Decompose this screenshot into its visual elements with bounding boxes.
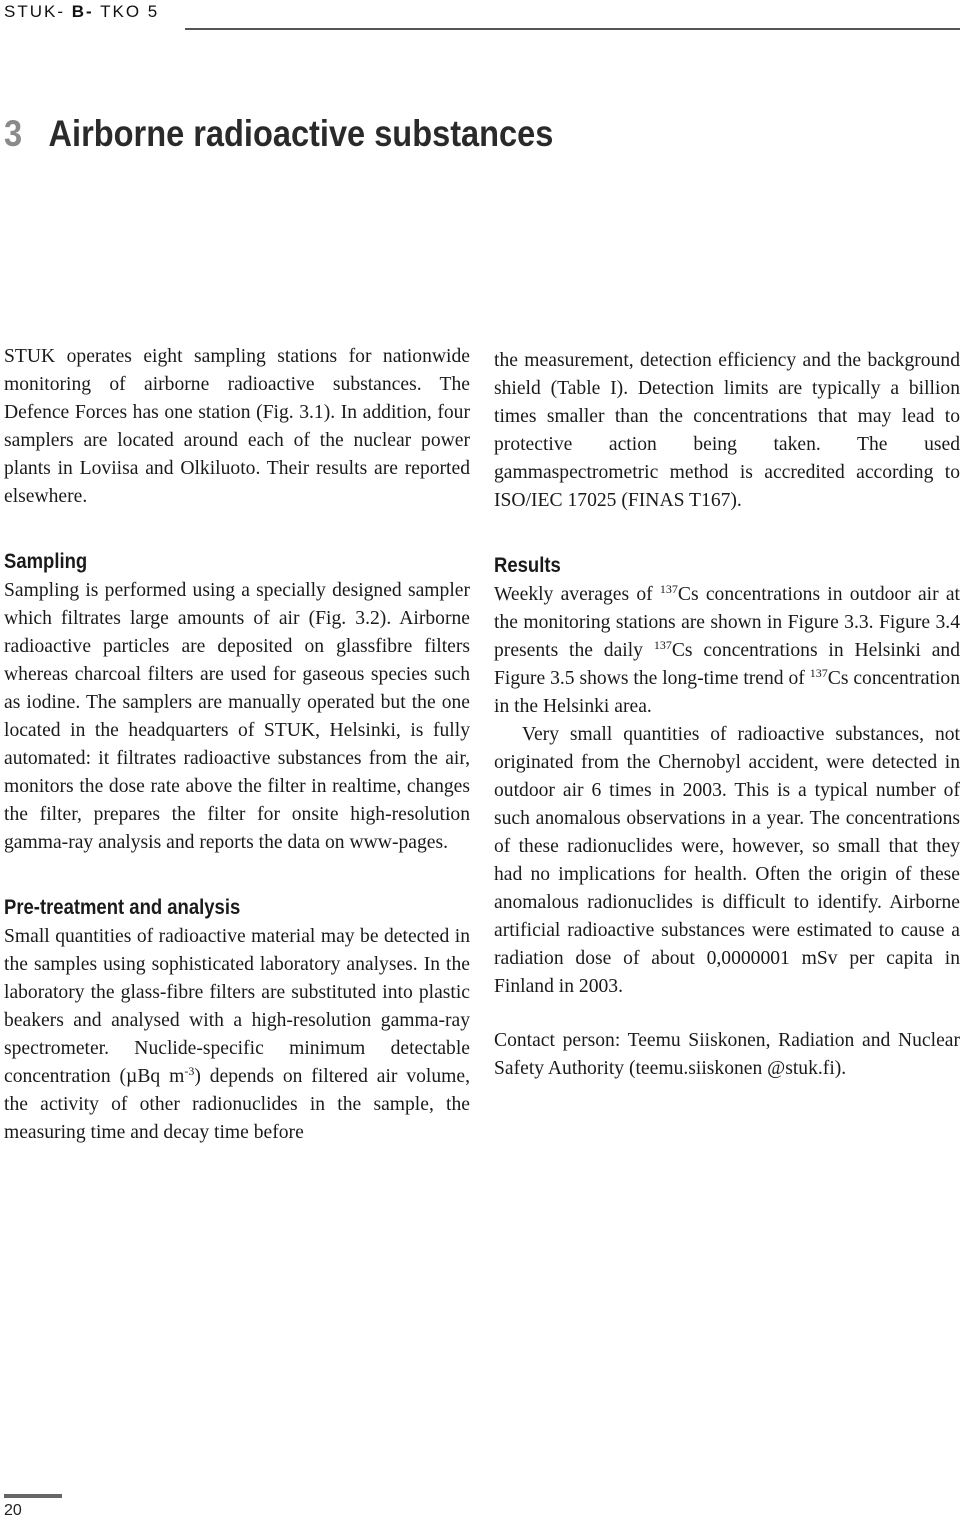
header-rule	[185, 28, 960, 30]
pretreatment-superscript: -3	[184, 1064, 195, 1078]
results-text-1: Weekly averages of	[494, 584, 660, 605]
sampling-heading: Sampling	[4, 550, 88, 573]
pretreatment-text-b: ) depends on filtered air volume, the activity of other radionuclides in the sample, the measuring time and decay time before	[4, 1066, 470, 1143]
results-text-3: Cs concentrations in Helsinki and Figure 3.5 shows the long-time trend of	[494, 640, 960, 689]
intro-paragraph: STUK operates eight sampling stations for nationwide monitoring of airborne radioactive substances. The Defence Forces has one station (Fig. 3.1). In addition, four samplers are located around each of the nuclear power plants in Loviisa and Olkiluoto. Their results are reported elsewhere.	[4, 346, 470, 507]
contact-paragraph: Contact person: Teemu Siiskonen, Radiation and Nuclear Safety Authority (teemu.siiskonen @stuk.fi).	[494, 1030, 960, 1079]
series-part-a: STUK-	[4, 2, 65, 21]
series-part-c: TKO 5	[100, 2, 160, 21]
chapter-number: 3	[4, 112, 23, 154]
anomalies-paragraph: Very small quantities of radioactive substances, not originated from the Chernobyl accident, were detected in outdoor air 6 times in 2003. This is a typical number of such anomalous observations in a year. The concentrations of these radionuclides were, however, so small that they had no implications for health. Often the origin of these anomalous radionuclides is difficult to identify. Airborne artificial radioactive substances were estimated to cause a radiation dose of about 0,0000001 mSv per capita in Finland in 2003.	[494, 724, 960, 997]
page-number: 20	[4, 1502, 22, 1519]
sampling-paragraph: Sampling is performed using a specially designed sampler which filtrates large amounts of air (Fig. 3.2). Airborne radioactive particles are deposited on glassfibre filters whereas charcoal filters are used for gaseous species such as iodine. The samplers are manually operated but the one located in the headquarters of STUK, Helsinki, is fully automated: it filtrates radioactive substances from the air, monitors the dose rate above the filter in realtime, changes the filter, prepares the filter for onsite high-resolution gamma-ray analysis and reports the data on www-pages.	[4, 580, 470, 853]
chapter-title	[4, 113, 553, 155]
left-column	[4, 343, 470, 1147]
results-superscript-1: 137	[659, 582, 678, 596]
pretreatment-paragraph	[4, 923, 470, 1147]
results-superscript-2: 137	[653, 638, 672, 652]
series-label	[4, 2, 159, 22]
results-heading: Results	[494, 554, 561, 577]
results-text-2: Cs concentrations in outdoor air at the monitoring stations are shown in Figure 3.3. Figure 3.4 presents the daily	[494, 584, 960, 661]
results-superscript-3: 137	[809, 666, 828, 680]
series-part-b: B-	[71, 2, 94, 21]
chapter-title-text: Airborne radioactive substances	[48, 112, 554, 154]
running-header	[0, 0, 960, 30]
results-paragraph	[494, 581, 960, 721]
pretreatment-text-a: Small quantities of radioactive material may be detected in the samples using sophisticated laboratory analyses. In the laboratory the glass-fibre filters are substituted into plastic beakers and analysed with a high-resolution gamma-ray spectrometer. Nuclide-specific minimum detectable concentration (µBq m	[4, 926, 470, 1087]
pretreatment-heading: Pre-treatment and analysis	[4, 896, 241, 919]
results-text-4: Cs concentration in the Helsinki area.	[494, 668, 960, 717]
detection-paragraph: the measurement, detection efficiency and the background shield (Table I). Detection limits are typically a billion times smaller than the concentrations that may lead to protective action being taken. The used gammaspectrometric method is accredited according to ISO/IEC 17025 (FINAS T167).	[494, 350, 960, 511]
footer-rule	[4, 1494, 62, 1498]
right-column	[494, 347, 960, 1083]
